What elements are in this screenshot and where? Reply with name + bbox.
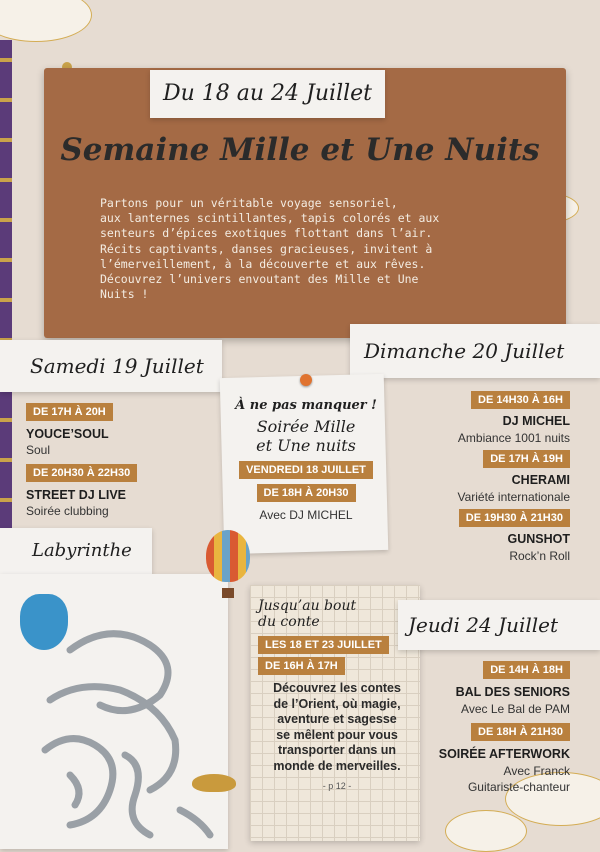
event-desc: Ambiance 1001 nuits	[457, 431, 570, 445]
intro-line: Partons pour un véritable voyage sensoriel,	[100, 196, 398, 210]
event-time: DE 18H À 21H30	[471, 723, 570, 741]
sunday-title: Dimanche 20 Juillet	[350, 324, 600, 378]
saturday-title: Samedi 19 Juillet	[0, 340, 222, 392]
pin-icon	[300, 374, 312, 386]
event-time: DE 17H À 19H	[483, 450, 570, 468]
intro-line: l’émerveillement, à la découverte et aux rêves.	[100, 256, 426, 271]
page-title: Semaine Mille et Une Nuits	[60, 132, 540, 168]
story-line: se mêlent pour vous	[276, 727, 398, 742]
story-line: transporter dans un	[277, 743, 397, 758]
event-name: SOIRÉE AFTERWORK	[438, 747, 570, 761]
highlight-title-line2: et Une nuits	[256, 436, 356, 455]
event-name: STREET DJ LIVE	[26, 488, 127, 502]
event-name: DJ MICHEL	[502, 414, 570, 428]
highlight-desc: Avec DJ MICHEL	[259, 508, 353, 522]
hot-air-balloon-icon	[206, 530, 250, 582]
saturday-events	[26, 402, 216, 518]
story-time: DE 16H À 17H	[258, 657, 345, 675]
event-desc: Variété internationale	[457, 490, 570, 504]
event-name: GUNSHOT	[507, 532, 570, 546]
highlight-kicker: À ne pas manquer !	[235, 398, 377, 413]
highlight-date: VENDREDI 18 JUILLET	[239, 461, 373, 479]
event-desc: Soul	[26, 443, 51, 457]
intro-line: Découvrez l’univers envoutant des Mille et Une	[100, 272, 419, 287]
event-name: BAL DES SENIORS	[455, 685, 570, 699]
event-time: DE 14H30 À 16H	[471, 391, 570, 409]
intro-line: Récits captivants, danses gracieuses, invitent à	[100, 241, 433, 256]
highlight-time: DE 18H À 20H30	[257, 484, 356, 502]
event-time: DE 20H30 À 22H30	[26, 464, 137, 482]
event-desc: Guitariste-chanteur	[467, 780, 570, 794]
highlight-title-line1: Soirée Mille	[256, 417, 356, 436]
event-time: DE 14H À 18H	[483, 661, 570, 679]
event-time: DE 17H À 20H	[26, 403, 113, 421]
intro-line: aux lanternes scintillantes, tapis colorés et aux	[100, 211, 440, 226]
event-desc: Rock’n Roll	[509, 549, 570, 563]
date-range: Du 18 au 24 Juillet	[150, 70, 385, 118]
thursday-events	[400, 660, 570, 794]
intro-line: senteurs d’épices exotiques flottant dans l’air.	[100, 226, 433, 241]
cloud-icon	[0, 0, 92, 42]
highlight-content	[224, 398, 388, 522]
sunday-events	[380, 390, 570, 563]
labyrinth-title: Labyrinthe	[0, 528, 152, 574]
story-title-line2: du conte	[258, 614, 320, 630]
story-text	[258, 681, 416, 775]
story-date: LES 18 ET 23 JUILLET	[258, 636, 389, 654]
cloud-icon	[445, 810, 527, 852]
event-name: CHERAMI	[511, 473, 570, 487]
story-line: Découvrez les contes	[273, 681, 401, 695]
event-desc: Soirée clubbing	[26, 504, 109, 518]
event-name: YOUCE’SOUL	[26, 427, 109, 441]
intro-line: Nuits !	[100, 287, 149, 302]
story-line: monde de merveilles.	[273, 758, 401, 773]
genie-icon	[20, 594, 68, 650]
event-desc: Avec Franck	[503, 764, 570, 778]
story-title-line1: Jusqu’au bout	[258, 598, 357, 614]
story-content	[258, 598, 416, 791]
magic-lamp-icon	[192, 774, 236, 792]
thursday-title: Jeudi 24 Juillet	[398, 600, 600, 650]
event-time: DE 19H30 À 21H30	[459, 509, 570, 527]
event-desc: Avec Le Bal de PAM	[461, 702, 570, 716]
balloon-basket	[222, 588, 234, 598]
story-line: aventure et sagesse	[277, 712, 397, 727]
story-line: de l’Orient, où magie,	[273, 696, 401, 711]
intro-text	[100, 196, 520, 302]
page-number: - p 12 -	[322, 780, 352, 791]
decorative-stripe	[0, 40, 12, 560]
